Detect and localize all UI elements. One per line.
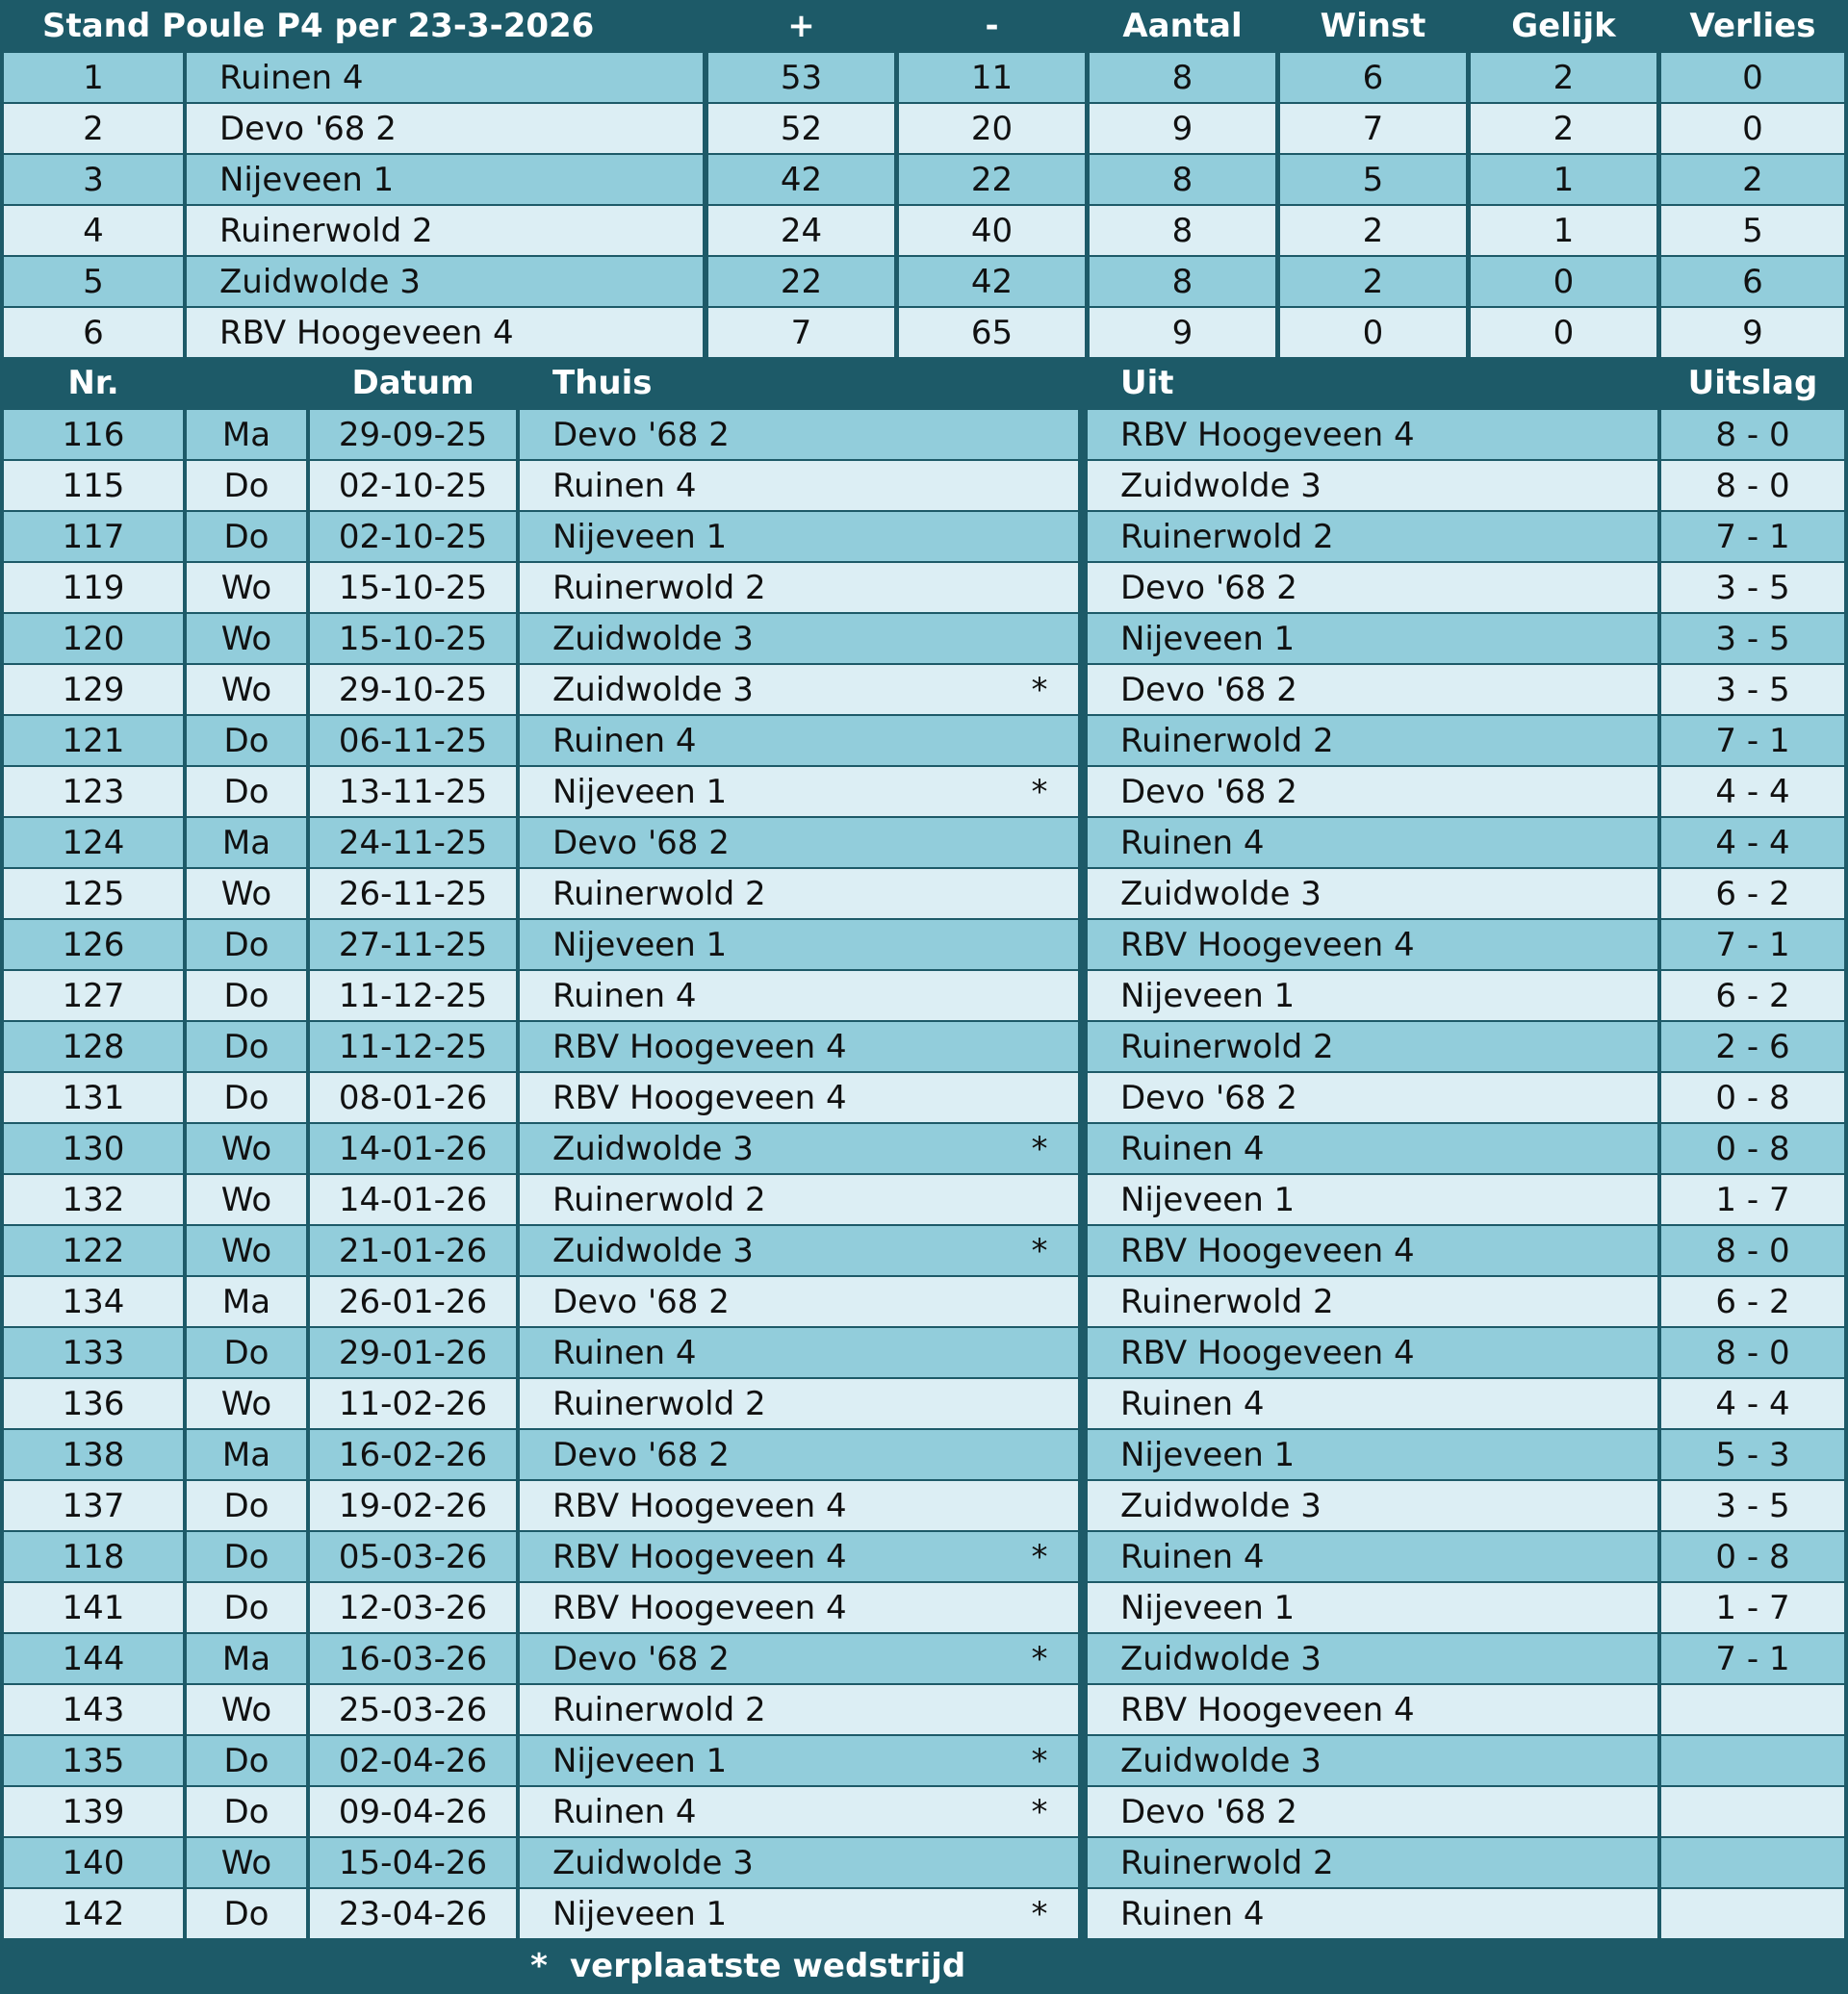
schedule-home-team: Nijeveen 1 [520,1736,1078,1785]
schedule-nr: 122 [4,1226,183,1275]
schedule-date: 24-11-25 [310,818,516,867]
schedule-nr: 131 [4,1073,183,1122]
footer-note: verplaatste wedstrijd [570,1947,966,1985]
standings-aantal: 8 [1090,155,1275,204]
schedule-moved-marker [1020,1379,1059,1428]
schedule-date: 16-02-26 [310,1430,516,1479]
standings-header-verlies: Verlies [1689,6,1816,45]
schedule-moved-marker [1020,971,1059,1020]
schedule-nr: 143 [4,1685,183,1734]
schedule-moved-marker: * [1031,1894,1048,1933]
standings-minus: 42 [899,257,1085,306]
schedule-day: Wo [187,1838,306,1887]
schedule-away-team: Zuidwolde 3 [1088,461,1657,510]
schedule-away-team: Devo '68 2 [1088,1787,1657,1836]
schedule-away-team: Zuidwolde 3 [1088,1481,1657,1530]
schedule-date: 11-12-25 [310,1022,516,1071]
schedule-away-team: RBV Hoogeveen 4 [1088,410,1657,459]
schedule-day: Do [187,1787,306,1836]
standings-header-gelijk: Gelijk [1511,6,1616,45]
schedule-nr: 138 [4,1430,183,1479]
schedule-day: Wo [187,563,306,612]
standings-aantal: 9 [1090,308,1275,357]
schedule-date: 11-12-25 [310,971,516,1020]
standings-plus: 52 [708,104,894,153]
schedule-moved-marker [1020,1073,1059,1122]
standings-verlies: 6 [1661,257,1844,306]
schedule-date: 14-01-26 [310,1175,516,1224]
schedule-result: 6 - 2 [1661,869,1844,918]
schedule-moved-marker: * [1031,1639,1048,1678]
schedule-day: Wo [187,614,306,663]
schedule-date: 25-03-26 [310,1685,516,1734]
schedule-moved-marker [1020,461,1059,510]
schedule-home-team: Zuidwolde 3 [520,614,1078,663]
standings-position: 1 [4,53,183,102]
standings-verlies: 0 [1661,53,1844,102]
standings-winst: 0 [1280,308,1466,357]
schedule-result [1661,1736,1844,1785]
standings-position: 2 [4,104,183,153]
schedule-moved-marker [1020,1277,1059,1326]
schedule-home-team: Zuidwolde 3 [520,1124,1078,1173]
schedule-home-team: Ruinerwold 2 [520,1379,1078,1428]
schedule-away-team: RBV Hoogeveen 4 [1088,1226,1657,1275]
schedule-home-team: Zuidwolde 3 [520,665,1078,714]
standings-team: Zuidwolde 3 [187,257,703,306]
schedule-away-team: Ruinerwold 2 [1088,512,1657,561]
schedule-date: 06-11-25 [310,716,516,765]
schedule-date: 13-11-25 [310,767,516,816]
standings-plus: 22 [708,257,894,306]
schedule-result: 4 - 4 [1661,767,1844,816]
schedule-day: Do [187,1328,306,1377]
schedule-home-team: Ruinen 4 [520,1328,1078,1377]
schedule-header-uitslag: Uitslag [1687,363,1818,402]
schedule-result: 5 - 3 [1661,1430,1844,1479]
standings-winst: 2 [1280,257,1466,306]
schedule-result: 3 - 5 [1661,1481,1844,1530]
schedule-away-team: Ruinerwold 2 [1088,716,1657,765]
schedule-moved-marker [1020,1838,1059,1887]
schedule-away-team: Ruinerwold 2 [1088,1277,1657,1326]
schedule-moved-marker [1020,1481,1059,1530]
schedule-date: 02-04-26 [310,1736,516,1785]
schedule-nr: 134 [4,1277,183,1326]
schedule-nr: 133 [4,1328,183,1377]
schedule-nr: 141 [4,1583,183,1632]
standings-gelijk: 0 [1471,257,1656,306]
schedule-moved-marker [1020,410,1059,459]
schedule-home-team: RBV Hoogeveen 4 [520,1532,1078,1581]
schedule-nr: 137 [4,1481,183,1530]
schedule-date: 08-01-26 [310,1073,516,1122]
schedule-result [1661,1787,1844,1836]
schedule-result: 6 - 2 [1661,971,1844,1020]
schedule-result: 0 - 8 [1661,1124,1844,1173]
schedule-day: Wo [187,1124,306,1173]
schedule-home-team: Nijeveen 1 [520,767,1078,816]
schedule-day: Wo [187,1226,306,1275]
footer-marker: * [530,1947,548,1985]
schedule-moved-marker [1020,1430,1059,1479]
schedule-date: 09-04-26 [310,1787,516,1836]
schedule-header-nr: Nr. [67,363,119,402]
schedule-result: 7 - 1 [1661,920,1844,969]
schedule-day: Do [187,1481,306,1530]
schedule-date: 26-11-25 [310,869,516,918]
schedule-date: 26-01-26 [310,1277,516,1326]
schedule-result: 2 - 6 [1661,1022,1844,1071]
schedule-nr: 129 [4,665,183,714]
schedule-nr: 132 [4,1175,183,1224]
standings-header-winst: Winst [1320,6,1426,45]
schedule-nr: 135 [4,1736,183,1785]
schedule-day: Do [187,971,306,1020]
schedule-result: 4 - 4 [1661,1379,1844,1428]
schedule-moved-marker: * [1031,1231,1048,1270]
standings-gelijk: 2 [1471,53,1656,102]
schedule-home-team: Ruinerwold 2 [520,869,1078,918]
schedule-home-team: RBV Hoogeveen 4 [520,1583,1078,1632]
standings-position: 3 [4,155,183,204]
standings-team: Devo '68 2 [187,104,703,153]
schedule-result: 3 - 5 [1661,563,1844,612]
schedule-away-team: Nijeveen 1 [1088,1430,1657,1479]
standings-minus: 65 [899,308,1085,357]
standings-winst: 5 [1280,155,1466,204]
schedule-moved-marker [1020,818,1059,867]
schedule-result: 6 - 2 [1661,1277,1844,1326]
schedule-day: Wo [187,1175,306,1224]
schedule-nr: 121 [4,716,183,765]
standings-minus: 11 [899,53,1085,102]
schedule-home-team: Devo '68 2 [520,1634,1078,1683]
schedule-day: Wo [187,665,306,714]
standings-plus: 24 [708,206,894,255]
schedule-day: Ma [187,410,306,459]
schedule-home-team: Nijeveen 1 [520,1889,1078,1938]
schedule-result: 8 - 0 [1661,1226,1844,1275]
standings-minus: 20 [899,104,1085,153]
schedule-away-team: Devo '68 2 [1088,1073,1657,1122]
schedule-home-team: Ruinerwold 2 [520,1175,1078,1224]
schedule-result: 0 - 8 [1661,1073,1844,1122]
schedule-away-team: Nijeveen 1 [1088,1583,1657,1632]
schedule-date: 11-02-26 [310,1379,516,1428]
schedule-nr: 118 [4,1532,183,1581]
schedule-home-team: RBV Hoogeveen 4 [520,1022,1078,1071]
standings-team: RBV Hoogeveen 4 [187,308,703,357]
schedule-home-team: Devo '68 2 [520,410,1078,459]
schedule-moved-marker: * [1031,670,1048,709]
standings-position: 4 [4,206,183,255]
schedule-nr: 144 [4,1634,183,1683]
schedule-away-team: Ruinen 4 [1088,1379,1657,1428]
schedule-date: 02-10-25 [310,512,516,561]
standings-gelijk: 1 [1471,206,1656,255]
schedule-result: 8 - 0 [1661,461,1844,510]
standings-verlies: 5 [1661,206,1844,255]
schedule-away-team: Nijeveen 1 [1088,1175,1657,1224]
schedule-away-team: Ruinen 4 [1088,1532,1657,1581]
schedule-nr: 130 [4,1124,183,1173]
schedule-date: 29-09-25 [310,410,516,459]
schedule-day: Do [187,767,306,816]
schedule-date: 19-02-26 [310,1481,516,1530]
schedule-day: Wo [187,1379,306,1428]
schedule-result [1661,1838,1844,1887]
schedule-day: Do [187,1073,306,1122]
schedule-result: 0 - 8 [1661,1532,1844,1581]
schedule-nr: 140 [4,1838,183,1887]
schedule-date: 29-01-26 [310,1328,516,1377]
schedule-moved-marker [1020,1175,1059,1224]
standings-aantal: 8 [1090,53,1275,102]
standings-verlies: 2 [1661,155,1844,204]
schedule-day: Ma [187,1430,306,1479]
schedule-date: 27-11-25 [310,920,516,969]
standings-aantal: 9 [1090,104,1275,153]
schedule-nr: 124 [4,818,183,867]
schedule-nr: 119 [4,563,183,612]
schedule-home-team: Nijeveen 1 [520,920,1078,969]
schedule-date: 29-10-25 [310,665,516,714]
schedule-moved-marker: * [1031,1537,1048,1576]
standings-title: Stand Poule P4 per 23-3-2026 [42,6,595,45]
standings-verlies: 9 [1661,308,1844,357]
schedule-home-team: Devo '68 2 [520,1430,1078,1479]
standings-gelijk: 1 [1471,155,1656,204]
schedule-away-team: Devo '68 2 [1088,563,1657,612]
schedule-moved-marker [1020,614,1059,663]
schedule-moved-marker [1020,1583,1059,1632]
schedule-home-team: Zuidwolde 3 [520,1226,1078,1275]
standings-winst: 2 [1280,206,1466,255]
schedule-moved-marker: * [1031,772,1048,811]
schedule-away-team: Ruinen 4 [1088,1124,1657,1173]
schedule-moved-marker [1020,512,1059,561]
schedule-nr: 125 [4,869,183,918]
schedule-result [1661,1685,1844,1734]
standings-plus: 42 [708,155,894,204]
standings-position: 5 [4,257,183,306]
schedule-moved-marker [1020,1685,1059,1734]
standings-header-plus: + [787,6,815,45]
schedule-home-team: Ruinerwold 2 [520,563,1078,612]
standings-minus: 40 [899,206,1085,255]
schedule-away-team: Devo '68 2 [1088,767,1657,816]
schedule-away-team: Ruinen 4 [1088,1889,1657,1938]
schedule-date: 05-03-26 [310,1532,516,1581]
schedule-day: Ma [187,1277,306,1326]
schedule-date: 23-04-26 [310,1889,516,1938]
schedule-result: 1 - 7 [1661,1583,1844,1632]
schedule-result: 8 - 0 [1661,1328,1844,1377]
schedule-away-team: Ruinerwold 2 [1088,1022,1657,1071]
schedule-day: Do [187,716,306,765]
schedule-date: 14-01-26 [310,1124,516,1173]
standings-plus: 53 [708,53,894,102]
schedule-day: Do [187,461,306,510]
standings-verlies: 0 [1661,104,1844,153]
schedule-home-team: Nijeveen 1 [520,512,1078,561]
schedule-away-team: RBV Hoogeveen 4 [1088,1328,1657,1377]
schedule-day: Ma [187,1634,306,1683]
schedule-day: Wo [187,869,306,918]
schedule-away-team: Nijeveen 1 [1088,971,1657,1020]
schedule-result: 4 - 4 [1661,818,1844,867]
schedule-home-team: Ruinen 4 [520,1787,1078,1836]
schedule-result: 3 - 5 [1661,665,1844,714]
standings-minus: 22 [899,155,1085,204]
schedule-nr: 128 [4,1022,183,1071]
schedule-day: Do [187,1736,306,1785]
standings-header-minus: - [985,6,999,45]
standings-winst: 6 [1280,53,1466,102]
schedule-header-datum: Datum [351,363,475,402]
schedule-away-team: Ruinen 4 [1088,818,1657,867]
standings-team: Ruinerwold 2 [187,206,703,255]
schedule-home-team: Ruinen 4 [520,971,1078,1020]
schedule-header-uit: Uit [1120,363,1174,402]
schedule-home-team: Ruinen 4 [520,716,1078,765]
schedule-result: 1 - 7 [1661,1175,1844,1224]
schedule-nr: 126 [4,920,183,969]
standings-plus: 7 [708,308,894,357]
schedule-home-team: Zuidwolde 3 [520,1838,1078,1887]
schedule-result: 8 - 0 [1661,410,1844,459]
standings-aantal: 8 [1090,206,1275,255]
schedule-away-team: RBV Hoogeveen 4 [1088,920,1657,969]
schedule-home-team: Devo '68 2 [520,818,1078,867]
standings-gelijk: 2 [1471,104,1656,153]
schedule-result: 7 - 1 [1661,716,1844,765]
schedule-nr: 120 [4,614,183,663]
schedule-result [1661,1889,1844,1938]
schedule-date: 16-03-26 [310,1634,516,1683]
schedule-moved-marker: * [1031,1792,1048,1831]
standings-winst: 7 [1280,104,1466,153]
schedule-nr: 123 [4,767,183,816]
schedule-away-team: Zuidwolde 3 [1088,1634,1657,1683]
schedule-nr: 142 [4,1889,183,1938]
schedule-date: 21-01-26 [310,1226,516,1275]
standings-header-aantal: Aantal [1122,6,1243,45]
schedule-away-team: RBV Hoogeveen 4 [1088,1685,1657,1734]
schedule-home-team: RBV Hoogeveen 4 [520,1073,1078,1122]
schedule-day: Wo [187,1685,306,1734]
schedule-date: 02-10-25 [310,461,516,510]
schedule-moved-marker [1020,716,1059,765]
schedule-away-team: Zuidwolde 3 [1088,869,1657,918]
schedule-home-team: Devo '68 2 [520,1277,1078,1326]
standings-team: Nijeveen 1 [187,155,703,204]
schedule-moved-marker: * [1031,1741,1048,1780]
schedule-result: 7 - 1 [1661,512,1844,561]
schedule-day: Do [187,920,306,969]
schedule-away-team: Devo '68 2 [1088,665,1657,714]
standings-position: 6 [4,308,183,357]
schedule-result: 3 - 5 [1661,614,1844,663]
schedule-home-team: Ruinerwold 2 [520,1685,1078,1734]
standings-aantal: 8 [1090,257,1275,306]
schedule-nr: 127 [4,971,183,1020]
schedule-moved-marker [1020,1328,1059,1377]
schedule-away-team: Zuidwolde 3 [1088,1736,1657,1785]
schedule-day: Do [187,1889,306,1938]
schedule-nr: 136 [4,1379,183,1428]
schedule-home-team: RBV Hoogeveen 4 [520,1481,1078,1530]
schedule-moved-marker [1020,920,1059,969]
schedule-home-team: Ruinen 4 [520,461,1078,510]
schedule-date: 12-03-26 [310,1583,516,1632]
schedule-date: 15-04-26 [310,1838,516,1887]
schedule-away-team: Nijeveen 1 [1088,614,1657,663]
schedule-nr: 115 [4,461,183,510]
schedule-header-thuis: Thuis [552,363,653,402]
schedule-moved-marker [1020,869,1059,918]
schedule-day: Do [187,1532,306,1581]
schedule-date: 15-10-25 [310,563,516,612]
schedule-nr: 139 [4,1787,183,1836]
schedule-moved-marker [1020,1022,1059,1071]
schedule-day: Ma [187,818,306,867]
schedule-result: 7 - 1 [1661,1634,1844,1683]
schedule-day: Do [187,512,306,561]
schedule-day: Do [187,1583,306,1632]
schedule-moved-marker: * [1031,1129,1048,1168]
schedule-away-team: Ruinerwold 2 [1088,1838,1657,1887]
schedule-nr: 116 [4,410,183,459]
schedule-day: Do [187,1022,306,1071]
standings-team: Ruinen 4 [187,53,703,102]
schedule-moved-marker [1020,563,1059,612]
standings-gelijk: 0 [1471,308,1656,357]
schedule-nr: 117 [4,512,183,561]
schedule-date: 15-10-25 [310,614,516,663]
